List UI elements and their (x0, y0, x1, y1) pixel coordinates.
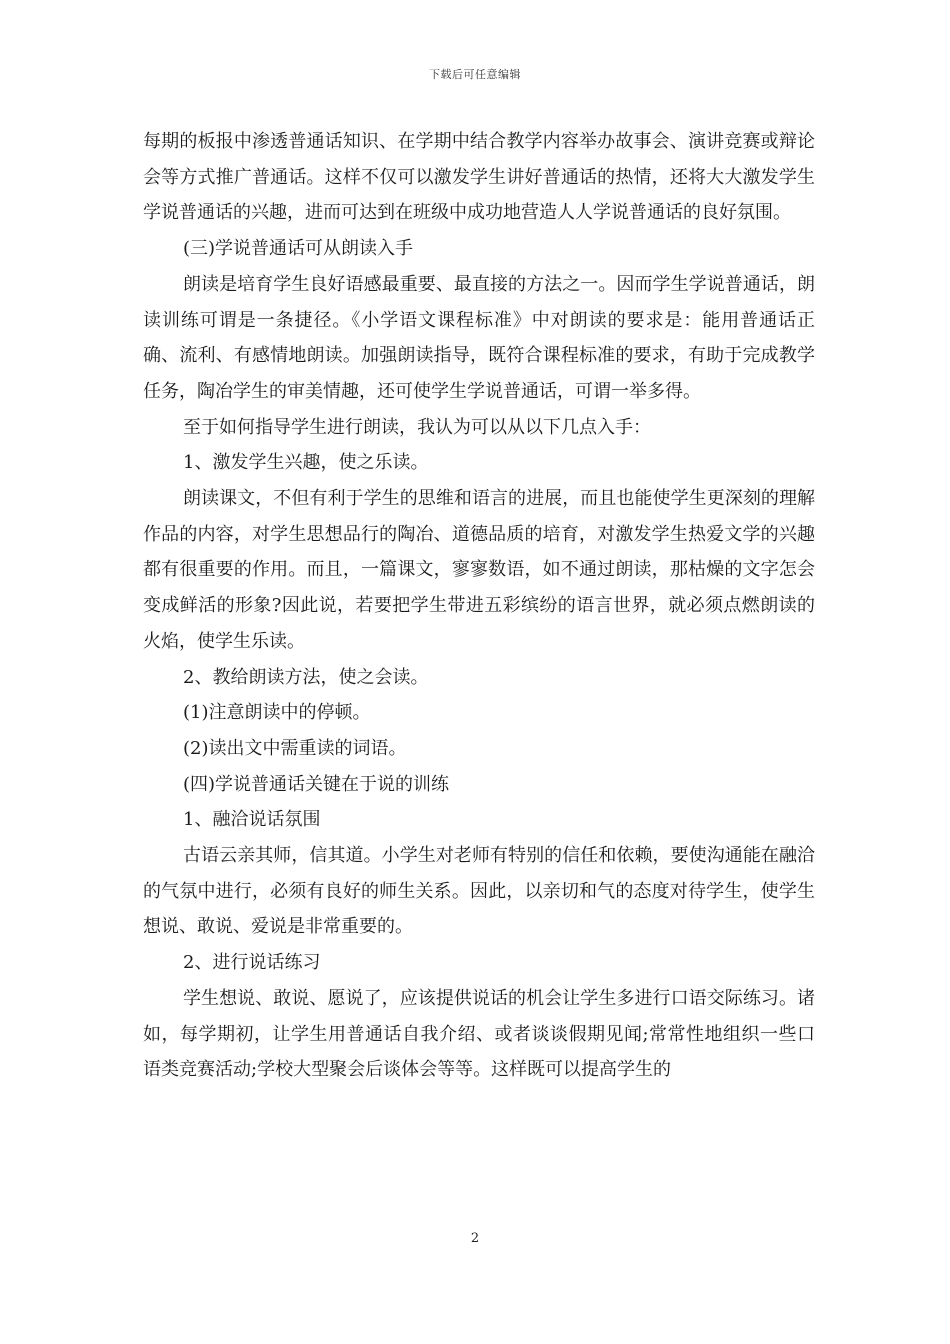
paragraph-practice: 学生想说、敢说、愿说了，应该提供说话的机会让学生多进行口语交际练习。诸如，每学期初，让学生用普通话自我介绍、或者谈谈假期见闻;常常性地组织一些口语类竞赛活动;学校大型聚会后谈体会等等。这样既可以提高学生的 (143, 987, 815, 1081)
page-number: 2 (470, 1231, 480, 1246)
subheading-method: 2、教给朗读方法，使之会读。 (183, 666, 429, 688)
subheading-atmosphere: 1、融洽说话氛围 (183, 809, 321, 831)
subheading-interest: 1、激发学生兴趣，使之乐读。 (183, 452, 429, 474)
paragraph-reading-guidance: 至于如何指导学生进行朗读，我认为可以从以下几点入手： (183, 416, 651, 438)
paragraph-atmosphere: 古语云亲其师，信其道。小学生对老师有特别的信任和依赖，要使沟通能在融洽的气氛中进行，必须有良好的师生关系。因此，以亲切和气的态度对待学生，使学生想说、敢说、爱说是非常重要的。 (143, 845, 815, 938)
section-heading-4: (四)学说普通话关键在于说的训练 (183, 773, 450, 795)
subheading-practice: 2、进行说话练习 (183, 952, 321, 974)
paragraph-continuation: 每期的板报中渗透普通话知识、在学期中结合教学内容举办故事会、演讲竞赛或辩论会等方式推广普通话。这样不仅可以激发学生讲好普通话的热情，还将大大激发学生学说普通话的兴趣，进而可达到在班级中成功地营造人人学说普通话的良好氛围。 (143, 131, 815, 224)
section-heading-3: (三)学说普通话可从朗读入手 (183, 238, 414, 260)
paragraph-interest: 朗读课文，不但有利于学生的思维和语言的进展，而且也能使学生更深刻的理解作品的内容，对学生思想品行的陶冶、道德品质的培育，对激发学生热爱文学的兴趣都有很重要的作用。而且，一篇课文，寥寥数语，如不通过朗读，那枯燥的文字怎会变成鲜活的形象?因此说，若要把学生带进五彩缤纷的语言世界，就必须点燃朗读的火焰，使学生乐读。 (143, 488, 815, 652)
document-body (143, 124, 815, 1088)
list-item-stress: (2)读出文中需重读的词语。 (183, 737, 407, 759)
page-header-note: 下载后可任意编辑 (429, 68, 521, 81)
list-item-pause: (1)注意朗读中的停顿。 (183, 702, 371, 724)
paragraph-reading: 朗读是培育学生良好语感最重要、最直接的方法之一。因而学生学说普通话，朗读训练可谓是一条捷径。《小学语文课程标准》中对朗读的要求是：能用普通话正确、流利、有感情地朗读。加强朗读指导，既符合课程标准的要求，有助于完成教学任务，陶冶学生的审美情趣，还可使学生学说普通话，可谓一举多得。 (143, 273, 815, 402)
